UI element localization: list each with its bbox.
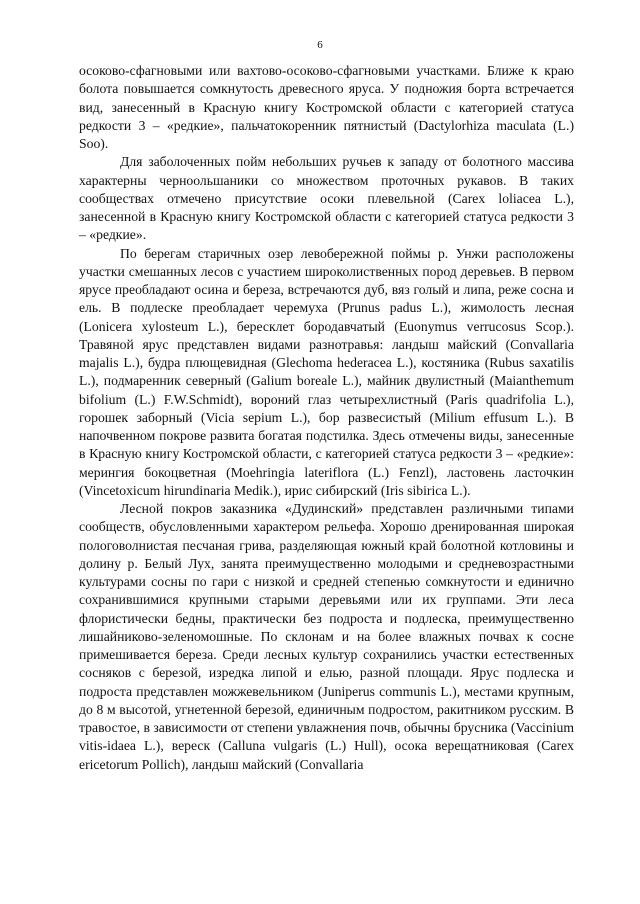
paragraph-forest-cover: Лесной покров заказника «Дудинский» представлен различными типами сообществ, обусловленными характером рельефа. Хорошо дренированная широкая пологоволнистая песчаная грива, разделяющая южный край болотной котловины и долину р. Белый Лух, занята преимущественно молодыми и средневозрастными культурами сосны по гари с низкой и средней степенью сомкнутости и единично сохранившимися крупными старыми деревьями или их группами. Эти леса флористически бедны, практически без подроста и подлеска, преимущественно лишайниково-зеленомошные. По склонам и на более влажных почвах к сосне примешивается береза. Среди лесных культур сохранились участки естественных сосняков с березой, изредка липой и елью, разной площади. Ярус подлеска и подроста представлен можжевельником (Juniperus communis L.), местами крупным, до 8 м высотой, угнетенной березой, единичным подростом, ракитником русским. В травостое, в зависимости от степени увлажнения почв, обычны брусника (Vaccinium vitis-idaea L.), вереск (Calluna vulgaris (L.) Hull), осока верещатниковая (Carex ericetorum Pollich), ландыш майский (Convallaria <box>79 501 574 772</box>
paragraph-floodplain-swamps: Для заболоченных пойм небольших ручьев к западу от болотного массива характерны черноольшаники со множеством проточных рукавов. В таких сообществах отмечено присутствие осоки плевельной (Carex loliacea L.), занесенной в Красную книгу Костромской области с категорией статуса редкости 3 – «редкие». <box>79 154 574 243</box>
paragraph-continuation: осоково-сфагновыми или вахтово-осоково-сфагновыми участками. Ближе к краю болота повышается сомкнутость древесного яруса. У подножия борта встречается вид, занесенный в Красную книгу Костромской области с категорией статуса редкости 3 – «редкие», пальчатокоренник пятнистый (Dactylorhiza maculata (L.) Soo). <box>79 63 574 151</box>
body-text <box>79 62 574 774</box>
paragraph-mixed-forests: По берегам старичных озер левобережной поймы р. Унжи расположены участки смешанных лесов с участием широколиственных пород деревьев. В первом ярусе преобладают осина и береза, встречаются дуб, вяз голый и липа, реже сосна и ель. В подлеске преобладает черемуха (Prunus padus L.), жимолость лесная (Lonicera xylosteum L.), бересклет бородавчатый (Euonymus verrucosus Scop.). Травяной ярус представлен видами разнотравья: ландыш майский (Convallaria majalis L.), будра плющевидная (Glechoma hederacea L.), костяника (Rubus saxatilis L.), подмаренник северный (Galium boreale L.), майник двулистный (Maianthemum bifolium (L.) F.W.Schmidt), вороний глаз четырехлистный (Paris quadrifolia L.), горошек заборный (Vicia sepium L.), бор развесистый (Milium effusum L.). В напочвенном покрове развита богатая подстилка. Здесь отмечены виды, занесенные в Красную книгу Костромской области, с категорией статуса редкости 3 – «редкие»: мерингия бокоцветная (Moehringia lateriflora (L.) Fenzl), ластовень ласточкин (Vincetoxicum hirundinaria Medik.), ирис сибирский (Iris sibirica L.). <box>79 245 574 498</box>
page-number: 6 <box>317 39 323 51</box>
